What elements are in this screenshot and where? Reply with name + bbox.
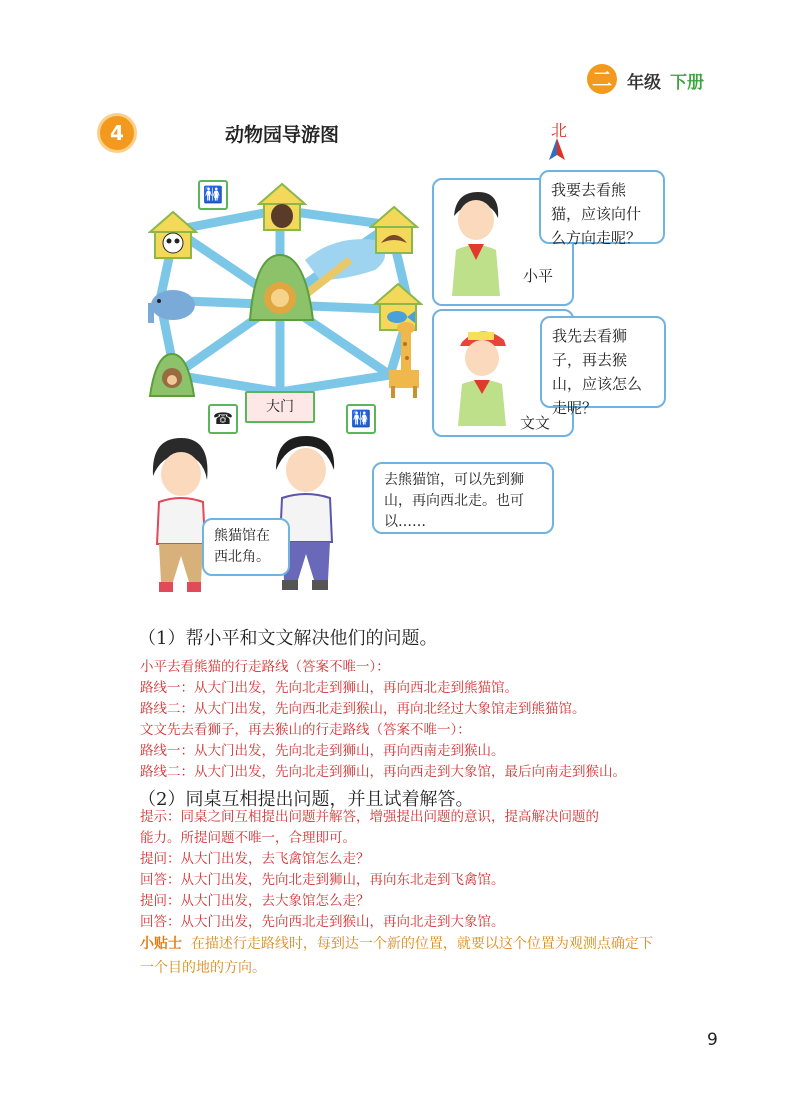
answer-line: 提问：从大门出发，去大象馆怎么走？ [140, 893, 370, 909]
gate-label: 大门 [245, 391, 315, 423]
answer-line: 路线一：从大门出发，先向北走到狮山，再向西北走到熊猫馆。 [140, 680, 518, 696]
answer-line: 回答：从大门出发，先向西北走到猴山，再向北走到大象馆。 [140, 914, 505, 930]
answer-line: 回答：从大门出发，先向北走到狮山，再向东北走到飞禽馆。 [140, 872, 505, 888]
panda-house-icon [148, 210, 198, 260]
xiaoping-name: 小平 [523, 267, 554, 285]
answer-line: 小平去看熊猫的行走路线（答案不唯一）： [140, 659, 390, 675]
grade-badge: 二 [587, 64, 617, 94]
page-number: 9 [707, 1030, 718, 1050]
answer-line: 提问：从大门出发，去飞禽馆怎么走？ [140, 851, 370, 867]
answer-line: 提示：同桌之间互相提出问题并解答，增强提出问题的意识，提高解决问题的 [140, 809, 599, 825]
problem-number: 4 [97, 113, 137, 153]
answer-line: 文文先去看狮子，再去猴山的行走路线（答案不唯一）： [140, 722, 471, 738]
tip-line1: 在描述行走路线时，每到达一个新的位置，就要以这个位置为观测点确定下 [190, 936, 653, 952]
tip-label: 小贴士 [140, 936, 182, 952]
north-arrow-icon [546, 138, 568, 162]
answer-line: 路线二：从大门出发，先向北走到狮山，再向西走到大象馆，最后向南走到猴山。 [140, 764, 626, 780]
bird-house-icon [369, 205, 419, 255]
wenwen-name: 文文 [520, 414, 551, 432]
elephant-icon [143, 285, 198, 325]
gorilla-house-icon [257, 182, 307, 232]
restroom-icon: 🚻 [346, 404, 376, 434]
xiaoping-figure [442, 188, 512, 298]
wenwen-figure [448, 318, 518, 428]
tip-box [140, 932, 730, 980]
wenwen-speech: 我先去看狮子，再去猴山，应该怎么走呢？ [540, 316, 666, 408]
part2-question: （2）同桌互相提出问题，并且试着解答。 [138, 789, 474, 810]
boy-speech: 去熊猫馆，可以先到狮山，再向西北走。也可以…… [372, 462, 554, 534]
part2-answers [140, 807, 740, 933]
part1-question: （1）帮小平和文文解决他们的问题。 [138, 628, 438, 649]
xiaoping-speech: 我要去看熊猫，应该向什么方向走呢？ [539, 170, 665, 244]
answer-line: 路线一：从大门出发，先向北走到狮山，再向西南走到猴山。 [140, 743, 505, 759]
map-title: 动物园导游图 [225, 124, 340, 146]
tip-line2: 一个目的地的方向。 [140, 960, 266, 976]
part1-answers [140, 657, 740, 783]
volume-label: 下册 [670, 73, 704, 93]
answer-line: 路线二：从大门出发，先向西北走到猴山，再向北经过大象馆走到熊猫馆。 [140, 701, 586, 717]
restroom-icon: 🚻 [198, 180, 228, 210]
north-label: 北 [551, 121, 568, 140]
phone-icon: ☎ [208, 404, 238, 434]
grade-label: 年级 [627, 73, 661, 93]
giraffe-icon [383, 320, 425, 398]
girl-speech: 熊猫馆在西北角。 [202, 518, 290, 576]
monkey-hill-icon [148, 350, 196, 398]
answer-line: 能力。所提问题不唯一，合理即可。 [140, 830, 356, 846]
